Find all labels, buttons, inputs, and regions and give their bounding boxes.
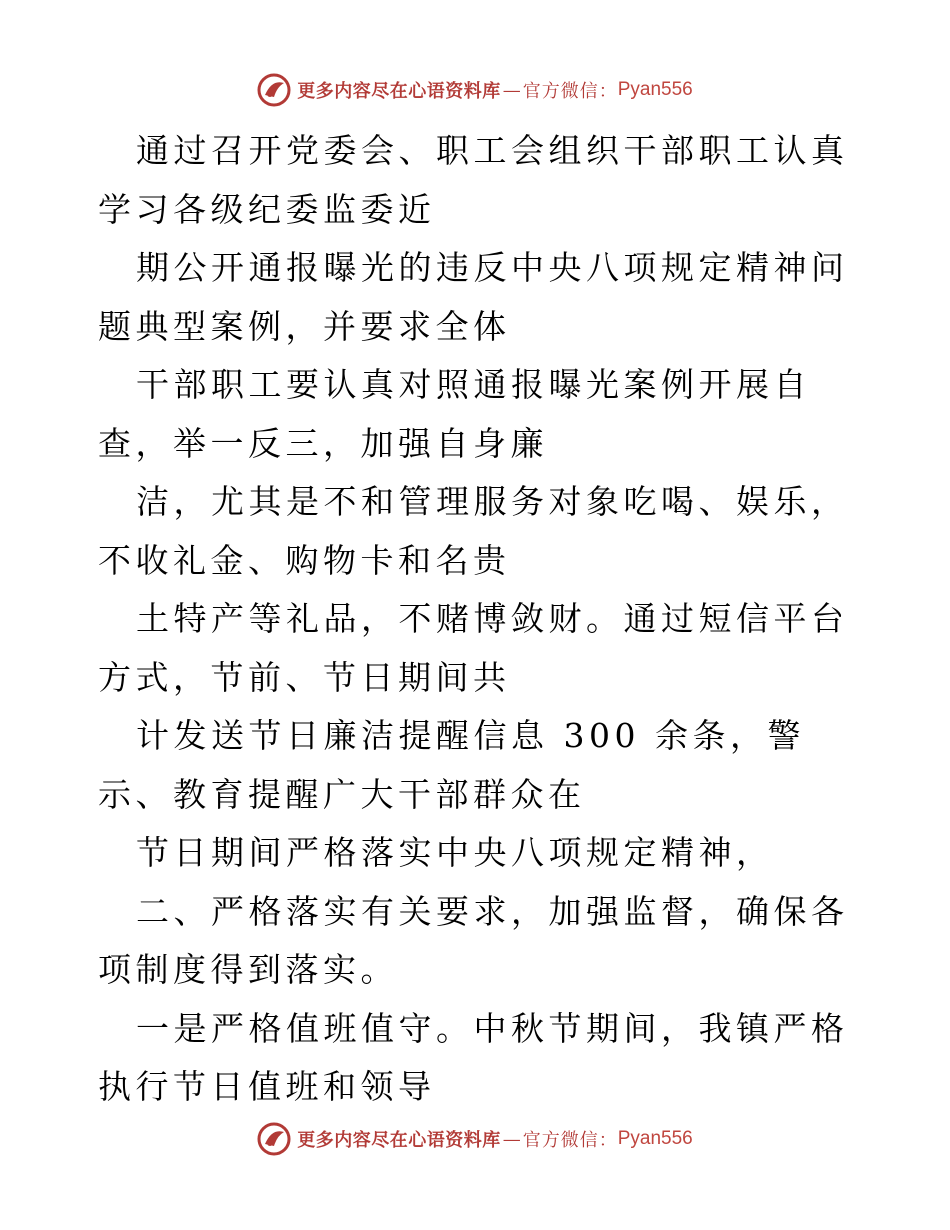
paragraph: 期公开通报曝光的违反中央八项规定精神问题典型案例，并要求全体 (98, 248, 849, 346)
paragraph: 通过召开党委会、职工会组织干部职工认真学习各级纪委监委近 (98, 131, 849, 229)
brand-logo-icon (257, 73, 291, 107)
banner-dash: — (502, 79, 521, 101)
paragraph: 洁，尤其是不和管理服务对象吃喝、娱乐，不收礼金、购物卡和名贵 (98, 482, 849, 580)
paragraph: 一是严格值班值守。中秋节期间，我镇严格执行节日值班和领导 (98, 1008, 849, 1106)
footer-banner (0, 1119, 950, 1159)
document-body (98, 122, 858, 1117)
paragraph: 土特产等礼品，不赌博敛财。通过短信平台方式，节前、节日期间共 (98, 599, 849, 697)
banner-wechat-id: Pyan556 (617, 1128, 693, 1149)
banner-wechat-label: 官方微信： (522, 1130, 618, 1151)
banner-site-text: 更多内容尽在心语资料库 (297, 1130, 501, 1151)
paragraph: 节日期间严格落实中央八项规定精神， (136, 833, 774, 872)
banner-wechat-label: 官方微信： (522, 81, 618, 102)
paragraph: 计发送节日廉洁提醒信息 300 余条，警示、教育提醒广大干部群众在 (98, 716, 805, 814)
brand-logo-icon (257, 1122, 291, 1156)
banner-dash: — (502, 1128, 521, 1150)
banner-wechat-id: Pyan556 (617, 79, 693, 100)
paragraph: 二、严格落实有关要求，加强监督，确保各项制度得到落实。 (98, 891, 849, 989)
banner-site-text: 更多内容尽在心语资料库 (297, 81, 501, 102)
paragraph: 干部职工要认真对照通报曝光案例开展自查，举一反三，加强自身廉 (98, 365, 811, 463)
header-banner (0, 70, 950, 110)
